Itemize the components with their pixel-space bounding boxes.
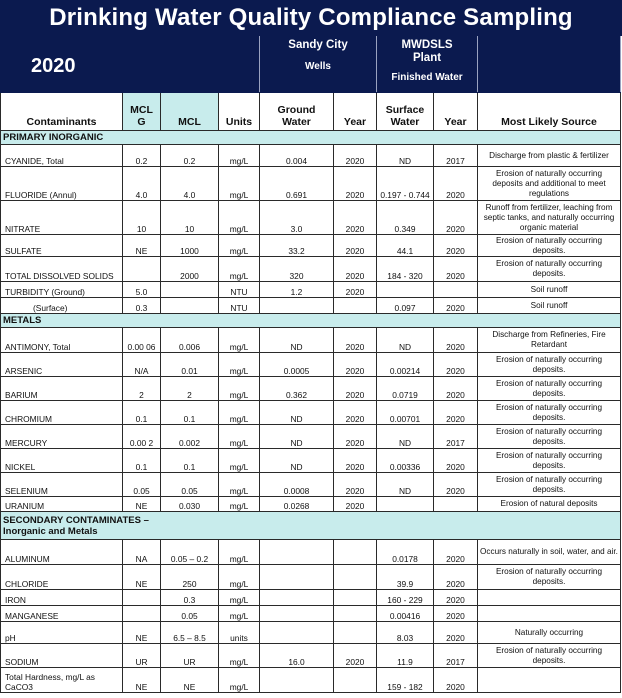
section-title-line2: Inorganic and Metals	[3, 525, 98, 537]
mcl-value: 0.3	[161, 590, 219, 606]
section-header	[1, 131, 621, 145]
table-row	[1, 497, 621, 512]
mclg-value: 4.0	[123, 167, 161, 201]
contaminant-name: MERCURY	[1, 425, 123, 449]
ground-year: 2020	[334, 473, 377, 497]
likely-source: Erosion of naturally occurring deposits.	[478, 473, 621, 497]
surface-water-value: 0.00214	[377, 353, 434, 377]
surface-year: 2020	[434, 328, 478, 353]
col-mclg: MCL G	[123, 93, 161, 131]
ground-water-value: 33.2	[260, 235, 334, 257]
ground-year: 2020	[334, 282, 377, 298]
surface-year: 2020	[434, 606, 478, 622]
mclg-value: N/A	[123, 353, 161, 377]
mcl-value	[161, 298, 219, 314]
surface-year: 2020	[434, 201, 478, 235]
col-units: Units	[219, 93, 260, 131]
mclg-value: NE	[123, 497, 161, 512]
compliance-table	[0, 36, 621, 693]
units-value: mg/L	[219, 353, 260, 377]
mwdsls-finished: Finished Water	[391, 72, 463, 83]
table-row	[1, 377, 621, 401]
likely-source: Soil runoff	[478, 298, 621, 314]
ground-year: 2020	[334, 449, 377, 473]
sandy-city-name: Sandy City	[288, 39, 348, 51]
ground-year	[334, 622, 377, 644]
surface-year: 2020	[434, 449, 478, 473]
mcl-value: 0.01	[161, 353, 219, 377]
surface-water-value: 159 - 182	[377, 668, 434, 693]
mcl-value: 0.002	[161, 425, 219, 449]
units-value: mg/L	[219, 167, 260, 201]
surface-water-value: 0.00416	[377, 606, 434, 622]
ground-year: 2020	[334, 425, 377, 449]
contaminant-name: IRON	[1, 590, 123, 606]
header-band	[1, 37, 621, 93]
ground-water-value	[260, 540, 334, 565]
surface-water-value: 0.00336	[377, 449, 434, 473]
mcl-value: 0.1	[161, 401, 219, 425]
column-headers	[1, 93, 621, 131]
ground-year: 2020	[334, 167, 377, 201]
ground-year: 2020	[334, 145, 377, 167]
mclg-value: 0.1	[123, 449, 161, 473]
surface-year	[434, 497, 478, 512]
mcl-value: 1000	[161, 235, 219, 257]
ground-year: 2020	[334, 401, 377, 425]
contaminant-name: CYANIDE, Total	[1, 145, 123, 167]
surface-year: 2020	[434, 473, 478, 497]
ground-water-value: 0.004	[260, 145, 334, 167]
surface-water-value: 0.00701	[377, 401, 434, 425]
contaminant-name: pH	[1, 622, 123, 644]
contaminant-name: TURBIDITY (Ground)	[1, 282, 123, 298]
surface-water-value: 0.0178	[377, 540, 434, 565]
surface-year: 2020	[434, 353, 478, 377]
table-row	[1, 622, 621, 644]
ground-year: 2020	[334, 257, 377, 282]
units-value: NTU	[219, 298, 260, 314]
ground-water-value: 1.2	[260, 282, 334, 298]
report-year: 2020	[1, 37, 260, 93]
mcl-value: 0.05	[161, 473, 219, 497]
ground-year: 2020	[334, 377, 377, 401]
contaminant-name: SELENIUM	[1, 473, 123, 497]
surface-year: 2017	[434, 145, 478, 167]
mwdsls-plant: Plant	[412, 52, 442, 64]
surface-water-value: 44.1	[377, 235, 434, 257]
ground-year: 2020	[334, 353, 377, 377]
table-row	[1, 644, 621, 668]
ground-water-value: ND	[260, 328, 334, 353]
units-value: mg/L	[219, 497, 260, 512]
likely-source: Naturally occurring	[478, 622, 621, 644]
surface-year: 2020	[434, 235, 478, 257]
likely-source: Occurs naturally in soil, water, and air.	[478, 540, 621, 565]
surface-year: 2020	[434, 565, 478, 590]
mclg-value: 0.05	[123, 473, 161, 497]
mcl-value: 0.05 – 0.2	[161, 540, 219, 565]
surface-year: 2020	[434, 590, 478, 606]
units-value: units	[219, 622, 260, 644]
surface-year: 2020	[434, 668, 478, 693]
surface-water-value: 8.03	[377, 622, 434, 644]
section-header	[1, 512, 621, 540]
likely-source: Erosion of natural deposits	[478, 497, 621, 512]
section-header	[1, 314, 621, 328]
col-surface-water: Surface Water	[377, 93, 434, 131]
col-mcl: MCL	[161, 93, 219, 131]
ground-water-value: 0.691	[260, 167, 334, 201]
section-title-line1: SECONDARY CONTAMINATES –	[3, 514, 149, 526]
table-row	[1, 235, 621, 257]
surface-water-value: ND	[377, 425, 434, 449]
mclg-value: 0.1	[123, 401, 161, 425]
contaminant-name: URANIUM	[1, 497, 123, 512]
table-row	[1, 328, 621, 353]
table-row	[1, 298, 621, 314]
table-row	[1, 282, 621, 298]
surface-water-value: ND	[377, 328, 434, 353]
section-title: PRIMARY INORGANIC	[1, 131, 621, 145]
mclg-value	[123, 606, 161, 622]
units-value: mg/L	[219, 565, 260, 590]
mclg-value: NE	[123, 235, 161, 257]
likely-source: Erosion of naturally occurring deposits.	[478, 377, 621, 401]
likely-source: Runoff from fertilizer, leaching from septic tanks, and naturally occurring organic material	[478, 201, 621, 235]
surface-water-value: 160 - 229	[377, 590, 434, 606]
mwdsls-name: MWDSLS	[401, 39, 453, 51]
ground-water-value: 0.0268	[260, 497, 334, 512]
likely-source: Erosion of naturally occurring deposits.	[478, 565, 621, 590]
ground-water-value	[260, 668, 334, 693]
surface-year: 2017	[434, 644, 478, 668]
mcl-value: 0.006	[161, 328, 219, 353]
ground-water-value: ND	[260, 425, 334, 449]
ground-water-value: ND	[260, 449, 334, 473]
header-blank	[478, 37, 621, 93]
table-row	[1, 540, 621, 565]
surface-water-value: 0.0719	[377, 377, 434, 401]
ground-year	[334, 565, 377, 590]
surface-water-value: 0.349	[377, 201, 434, 235]
contaminant-name: NITRATE	[1, 201, 123, 235]
surface-water-value: 0.097	[377, 298, 434, 314]
contaminant-name: ANTIMONY, Total	[1, 328, 123, 353]
surface-year: 2020	[434, 298, 478, 314]
units-value: mg/L	[219, 473, 260, 497]
section-title: METALS	[1, 314, 621, 328]
mcl-value: 6.5 – 8.5	[161, 622, 219, 644]
table-row	[1, 590, 621, 606]
surface-water-value: 11.9	[377, 644, 434, 668]
contaminant-name: BARIUM	[1, 377, 123, 401]
units-value: mg/L	[219, 235, 260, 257]
likely-source	[478, 668, 621, 693]
ground-water-value	[260, 298, 334, 314]
primary-section	[1, 131, 621, 314]
contaminant-name: FLUORIDE (Annul)	[1, 167, 123, 201]
sandy-city-header	[260, 37, 377, 93]
table-row	[1, 167, 621, 201]
mcl-value: 2000	[161, 257, 219, 282]
ground-year: 2020	[334, 235, 377, 257]
ground-year	[334, 606, 377, 622]
col-year-surface: Year	[434, 93, 478, 131]
likely-source: Erosion of naturally occurring deposits.	[478, 401, 621, 425]
ground-water-value	[260, 590, 334, 606]
ground-water-value: 16.0	[260, 644, 334, 668]
contaminant-name: SULFATE	[1, 235, 123, 257]
surface-water-value	[377, 497, 434, 512]
mclg-value: NA	[123, 540, 161, 565]
contaminant-name: ALUMINUM	[1, 540, 123, 565]
table-row	[1, 401, 621, 425]
col-source: Most Likely Source	[478, 93, 621, 131]
ground-water-value	[260, 606, 334, 622]
ground-year: 2020	[334, 328, 377, 353]
units-value: mg/L	[219, 590, 260, 606]
table-row	[1, 668, 621, 693]
mclg-value: 0.2	[123, 145, 161, 167]
col-contaminants: Contaminants	[1, 93, 123, 131]
surface-water-value	[377, 282, 434, 298]
likely-source: Erosion of naturally occurring deposits.	[478, 235, 621, 257]
mclg-value: 0.3	[123, 298, 161, 314]
units-value: mg/L	[219, 328, 260, 353]
mcl-value: 0.2	[161, 145, 219, 167]
col-ground-water: Ground Water	[260, 93, 334, 131]
mcl-value: UR	[161, 644, 219, 668]
units-value: mg/L	[219, 377, 260, 401]
mclg-value: 10	[123, 201, 161, 235]
ground-water-value	[260, 622, 334, 644]
units-value: mg/L	[219, 201, 260, 235]
surface-year	[434, 282, 478, 298]
mcl-value: 0.030	[161, 497, 219, 512]
mclg-value	[123, 590, 161, 606]
mclg-value: 0.00 06	[123, 328, 161, 353]
mclg-value: NE	[123, 668, 161, 693]
units-value: mg/L	[219, 449, 260, 473]
contaminant-name: ARSENIC	[1, 353, 123, 377]
likely-source: Erosion of naturally occurring deposits.	[478, 449, 621, 473]
surface-year: 2017	[434, 425, 478, 449]
mclg-value: NE	[123, 565, 161, 590]
table-row	[1, 257, 621, 282]
mclg-value: NE	[123, 622, 161, 644]
mclg-value	[123, 257, 161, 282]
units-value: mg/L	[219, 644, 260, 668]
mcl-value: 0.1	[161, 449, 219, 473]
likely-source: Erosion of naturally occurring deposits.	[478, 644, 621, 668]
likely-source: Erosion of naturally occurring deposits.	[478, 425, 621, 449]
ground-year	[334, 668, 377, 693]
mcl-value: 0.05	[161, 606, 219, 622]
ground-water-value: 0.0008	[260, 473, 334, 497]
ground-water-value: ND	[260, 401, 334, 425]
units-value: mg/L	[219, 668, 260, 693]
mclg-value: UR	[123, 644, 161, 668]
likely-source: Soil runoff	[478, 282, 621, 298]
surface-year: 2020	[434, 257, 478, 282]
ground-year: 2020	[334, 201, 377, 235]
ground-year	[334, 540, 377, 565]
likely-source: Erosion of naturally occurring deposits.	[478, 353, 621, 377]
table-row	[1, 473, 621, 497]
page-title: Drinking Water Quality Compliance Sampling	[0, 0, 622, 36]
surface-year: 2020	[434, 401, 478, 425]
ground-year	[334, 590, 377, 606]
ground-water-value: 0.362	[260, 377, 334, 401]
ground-year: 2020	[334, 497, 377, 512]
contaminant-name: CHLORIDE	[1, 565, 123, 590]
ground-water-value	[260, 565, 334, 590]
units-value: mg/L	[219, 606, 260, 622]
units-value: mg/L	[219, 401, 260, 425]
contaminant-name: MANGANESE	[1, 606, 123, 622]
table-row	[1, 353, 621, 377]
mclg-value: 2	[123, 377, 161, 401]
ground-water-value: 320	[260, 257, 334, 282]
mcl-value	[161, 282, 219, 298]
surface-water-value: ND	[377, 473, 434, 497]
mclg-value: 5.0	[123, 282, 161, 298]
ground-year	[334, 298, 377, 314]
units-value: mg/L	[219, 145, 260, 167]
contaminant-name: TOTAL DISSOLVED SOLIDS	[1, 257, 123, 282]
table-row	[1, 606, 621, 622]
surface-water-value: 39.9	[377, 565, 434, 590]
units-value: mg/L	[219, 425, 260, 449]
table-row	[1, 201, 621, 235]
table-row	[1, 565, 621, 590]
surface-year: 2020	[434, 622, 478, 644]
likely-source: Discharge from plastic & fertilizer	[478, 145, 621, 167]
mcl-value: NE	[161, 668, 219, 693]
contaminant-name: Total Hardness, mg/L as CaCO3	[1, 668, 123, 693]
surface-year: 2020	[434, 167, 478, 201]
contaminant-name: NICKEL	[1, 449, 123, 473]
units-value: mg/L	[219, 540, 260, 565]
likely-source	[478, 606, 621, 622]
likely-source: Discharge from Refineries, Fire Retardant	[478, 328, 621, 353]
surface-water-value: 184 - 320	[377, 257, 434, 282]
likely-source: Erosion of naturally occurring deposits.	[478, 257, 621, 282]
table-row	[1, 425, 621, 449]
section-title	[1, 512, 621, 540]
surface-year: 2020	[434, 377, 478, 401]
contaminant-name: SODIUM	[1, 644, 123, 668]
likely-source	[478, 590, 621, 606]
units-value: mg/L	[219, 257, 260, 282]
sandy-city-wells: Wells	[305, 61, 331, 72]
likely-source: Erosion of naturally occurring deposits and additional to meet regulations	[478, 167, 621, 201]
mcl-value: 10	[161, 201, 219, 235]
ground-water-value: 3.0	[260, 201, 334, 235]
mcl-value: 250	[161, 565, 219, 590]
surface-year: 2020	[434, 540, 478, 565]
surface-water-value: 0.197 - 0.744	[377, 167, 434, 201]
contaminant-name: (Surface)	[1, 298, 123, 314]
mwdsls-header	[377, 37, 478, 93]
contaminant-name: CHROMIUM	[1, 401, 123, 425]
ground-water-value: 0.0005	[260, 353, 334, 377]
ground-year: 2020	[334, 644, 377, 668]
table-row	[1, 145, 621, 167]
units-value: NTU	[219, 282, 260, 298]
col-year-ground: Year	[334, 93, 377, 131]
surface-water-value: ND	[377, 145, 434, 167]
mcl-value: 2	[161, 377, 219, 401]
mcl-value: 4.0	[161, 167, 219, 201]
table-row	[1, 449, 621, 473]
mclg-value: 0.00 2	[123, 425, 161, 449]
secondary-section	[1, 512, 621, 693]
metals-section	[1, 314, 621, 512]
